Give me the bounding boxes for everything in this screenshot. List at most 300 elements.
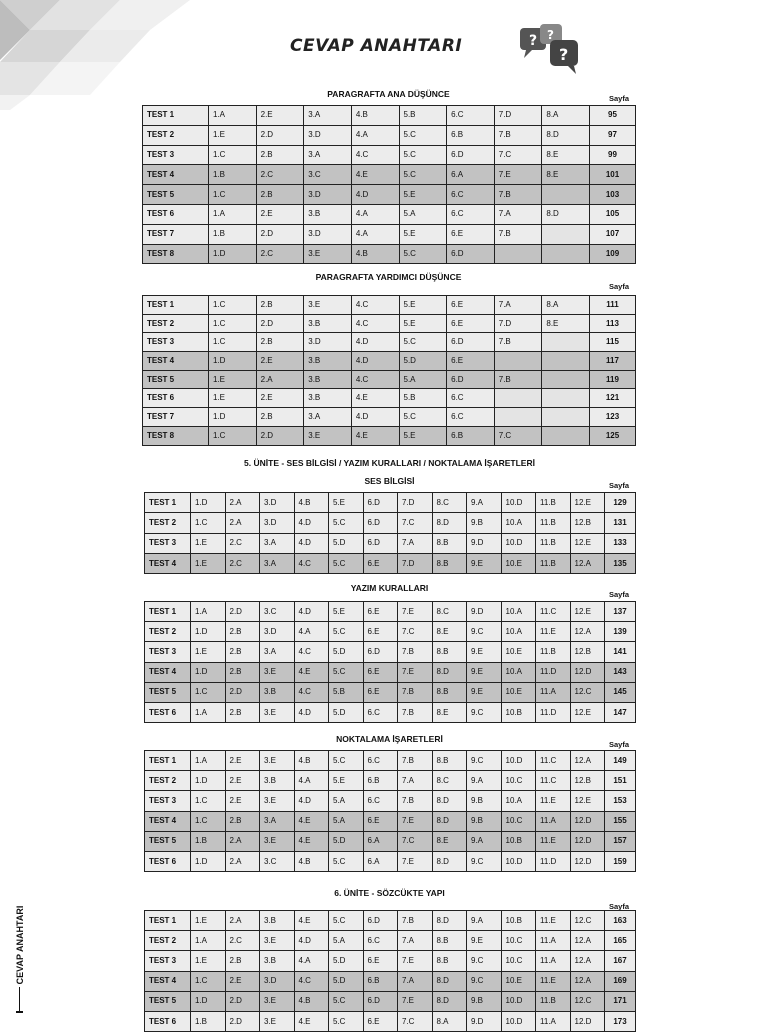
answer-cell: 2.D <box>256 125 304 145</box>
answer-cell: 1.C <box>209 185 257 205</box>
answer-cell: 1.D <box>191 662 226 682</box>
test-label: TEST 6 <box>145 851 191 871</box>
unit-title: 6. ÜNİTE - SÖZCÜKTE YAPI <box>334 888 445 898</box>
table-row <box>145 831 636 851</box>
answer-cell: 4.A <box>351 204 399 224</box>
answer-cell: 5.B <box>399 389 447 408</box>
page-number: 165 <box>605 931 636 951</box>
answer-cell: 3.B <box>260 682 295 702</box>
corner-cube-decoration <box>0 0 190 110</box>
page-number: 105 <box>590 204 636 224</box>
answer-cell: 6.D <box>363 493 398 513</box>
answer-cell <box>542 244 590 264</box>
answer-cell: 12.E <box>570 602 605 622</box>
unit-title: 5. ÜNİTE - SES BİLGİSİ / YAZIM KURALLARI / NOKTALAMA İŞARETLERİ <box>244 458 535 468</box>
answer-cell: 5.C <box>329 911 364 931</box>
answer-cell: 11.C <box>536 602 571 622</box>
answer-cell: 9.C <box>467 971 502 991</box>
svg-text:?: ? <box>559 45 569 64</box>
answer-cell: 10.D <box>501 1011 536 1031</box>
answer-cell: 5.E <box>399 185 447 205</box>
answer-cell: 6.C <box>363 791 398 811</box>
answer-cell: 6.E <box>363 553 398 573</box>
test-label: TEST 2 <box>143 314 209 333</box>
answer-cell: 12.C <box>570 991 605 1011</box>
table-row <box>145 493 636 513</box>
answer-cell: 2.D <box>225 682 260 702</box>
answer-cell: 3.E <box>304 296 352 315</box>
answer-cell: 3.A <box>260 533 295 553</box>
test-label: TEST 8 <box>143 244 209 264</box>
answer-cell: 4.B <box>294 851 329 871</box>
answer-table <box>144 601 636 723</box>
page-number: 121 <box>590 389 636 408</box>
answer-cell: 7.E <box>398 811 433 831</box>
answer-cell: 2.A <box>225 831 260 851</box>
answer-cell: 5.C <box>329 1011 364 1031</box>
answer-cell: 4.C <box>351 370 399 389</box>
answer-cell: 5.C <box>329 622 364 642</box>
page-number: 157 <box>605 831 636 851</box>
answer-cell: 12.E <box>570 791 605 811</box>
answer-cell: 1.C <box>191 513 226 533</box>
answer-cell: 11.D <box>536 662 571 682</box>
answer-cell: 12.C <box>570 682 605 702</box>
test-label: TEST 3 <box>145 642 191 662</box>
answer-cell: 6.E <box>363 682 398 702</box>
answer-cell: 6.E <box>363 622 398 642</box>
page-number: 153 <box>605 791 636 811</box>
answer-cell: 4.E <box>351 165 399 185</box>
answer-cell: 9.C <box>467 702 502 722</box>
answer-cell: 2.A <box>225 911 260 931</box>
answer-cell: 5.A <box>399 204 447 224</box>
answer-cell: 1.E <box>209 389 257 408</box>
answer-table <box>142 105 636 264</box>
answer-cell: 8.B <box>432 533 467 553</box>
answer-cell: 5.D <box>329 533 364 553</box>
answer-cell: 7.E <box>398 991 433 1011</box>
answer-cell: 3.B <box>260 951 295 971</box>
page-number: 169 <box>605 971 636 991</box>
table-row <box>143 224 636 244</box>
answer-cell: 2.E <box>225 771 260 791</box>
answer-cell: 6.D <box>363 642 398 662</box>
answer-cell: 9.B <box>467 791 502 811</box>
table-row <box>145 533 636 553</box>
answer-cell: 3.B <box>304 314 352 333</box>
answer-cell: 4.D <box>351 185 399 205</box>
test-label: TEST 5 <box>143 370 209 389</box>
answer-cell: 2.C <box>225 553 260 573</box>
answer-cell: 3.B <box>304 370 352 389</box>
answer-cell: 4.C <box>294 642 329 662</box>
answer-cell: 5.E <box>329 771 364 791</box>
page-number: 99 <box>590 145 636 165</box>
answer-cell: 5.E <box>399 426 447 445</box>
answer-cell: 9.B <box>467 811 502 831</box>
answer-cell: 9.E <box>467 642 502 662</box>
answer-cell: 1.E <box>209 125 257 145</box>
answer-cell: 2.D <box>256 426 304 445</box>
table-row <box>143 333 636 352</box>
answer-cell: 4.B <box>351 244 399 264</box>
answer-cell: 11.B <box>536 642 571 662</box>
side-marker <box>16 1011 23 1013</box>
answer-cell: 5.C <box>399 408 447 427</box>
answer-cell: 5.D <box>329 831 364 851</box>
page-number: 117 <box>590 352 636 371</box>
test-label: TEST 1 <box>145 493 191 513</box>
answer-cell <box>542 370 590 389</box>
answer-cell: 4.D <box>351 333 399 352</box>
answer-cell: 3.C <box>304 165 352 185</box>
answer-cell: 10.E <box>501 642 536 662</box>
answer-cell: 2.D <box>256 314 304 333</box>
page-number: 171 <box>605 991 636 1011</box>
answer-cell: 2.C <box>225 931 260 951</box>
test-label: TEST 5 <box>145 831 191 851</box>
answer-table <box>142 295 636 446</box>
answer-cell: 11.C <box>536 771 571 791</box>
answer-cell: 12.A <box>570 622 605 642</box>
answer-cell: 2.B <box>256 145 304 165</box>
answer-cell: 11.D <box>536 851 571 871</box>
answer-cell: 4.D <box>294 931 329 951</box>
answer-cell: 5.D <box>329 702 364 722</box>
answer-cell: 4.B <box>351 106 399 126</box>
page-title: CEVAP ANAHTARI <box>290 36 463 56</box>
test-label: TEST 2 <box>145 931 191 951</box>
answer-cell: 9.E <box>467 682 502 702</box>
answer-cell: 4.A <box>294 951 329 971</box>
answer-cell: 10.D <box>501 751 536 771</box>
answer-cell: 4.E <box>294 911 329 931</box>
table-row <box>143 370 636 389</box>
answer-cell: 7.B <box>398 911 433 931</box>
answer-cell: 10.C <box>501 951 536 971</box>
test-label: TEST 1 <box>145 751 191 771</box>
answer-cell: 10.A <box>501 662 536 682</box>
answer-cell: 12.D <box>570 831 605 851</box>
answer-cell: 1.D <box>191 771 226 791</box>
answer-cell: 1.C <box>209 314 257 333</box>
answer-cell: 8.B <box>432 682 467 702</box>
answer-cell: 6.E <box>363 662 398 682</box>
answer-cell: 7.C <box>398 622 433 642</box>
answer-cell: 10.D <box>501 493 536 513</box>
answer-cell: 9.E <box>467 553 502 573</box>
answer-cell: 4.C <box>294 971 329 991</box>
answer-cell: 10.C <box>501 811 536 831</box>
answer-cell: 12.A <box>570 951 605 971</box>
answer-cell: 4.C <box>294 682 329 702</box>
answer-cell: 6.C <box>447 185 495 205</box>
answer-cell: 1.E <box>191 553 226 573</box>
answer-cell: 5.C <box>329 851 364 871</box>
table-row <box>143 426 636 445</box>
answer-cell: 1.C <box>209 426 257 445</box>
answer-cell: 8.D <box>432 791 467 811</box>
answer-cell: 7.C <box>398 513 433 533</box>
answer-cell: 6.D <box>447 370 495 389</box>
table-row <box>145 702 636 722</box>
page-number: 131 <box>605 513 636 533</box>
table-row <box>145 851 636 871</box>
answer-cell: 6.E <box>363 1011 398 1031</box>
answer-cell: 4.D <box>294 533 329 553</box>
answer-cell: 8.D <box>432 911 467 931</box>
answer-cell: 5.E <box>329 493 364 513</box>
answer-cell: 5.A <box>329 791 364 811</box>
answer-cell: 3.A <box>260 553 295 573</box>
answer-cell <box>494 352 542 371</box>
table-row <box>143 244 636 264</box>
answer-cell: 10.E <box>501 682 536 702</box>
answer-cell: 8.B <box>432 553 467 573</box>
section-title: NOKTALAMA İŞARETLERİ <box>336 734 443 744</box>
answer-cell: 4.D <box>294 513 329 533</box>
table-row <box>145 971 636 991</box>
section-title: PARAGRAFTA ANA DÜŞÜNCE <box>327 89 450 99</box>
answer-cell: 1.D <box>191 622 226 642</box>
answer-cell: 9.C <box>467 951 502 971</box>
test-label: TEST 2 <box>145 622 191 642</box>
answer-cell: 1.D <box>191 851 226 871</box>
test-label: TEST 4 <box>145 811 191 831</box>
answer-cell: 5.A <box>329 931 364 951</box>
answer-cell: 11.E <box>536 791 571 811</box>
answer-cell: 2.C <box>256 165 304 185</box>
answer-cell: 2.D <box>225 602 260 622</box>
answer-cell: 7.A <box>398 771 433 791</box>
answer-cell: 11.A <box>536 811 571 831</box>
answer-cell: 1.D <box>209 244 257 264</box>
answer-cell: 11.E <box>536 831 571 851</box>
answer-cell: 4.C <box>351 296 399 315</box>
answer-cell: 1.B <box>191 831 226 851</box>
answer-cell: 10.D <box>501 851 536 871</box>
answer-cell: 4.A <box>351 125 399 145</box>
answer-cell: 4.A <box>294 771 329 791</box>
answer-cell: 3.E <box>260 791 295 811</box>
page-number: 137 <box>605 602 636 622</box>
page-number: 101 <box>590 165 636 185</box>
answer-cell: 6.C <box>363 931 398 951</box>
answer-cell: 4.E <box>294 1011 329 1031</box>
answer-cell: 7.C <box>494 426 542 445</box>
answer-cell: 4.E <box>351 389 399 408</box>
answer-cell: 6.C <box>447 408 495 427</box>
answer-cell <box>542 426 590 445</box>
answer-cell: 12.E <box>570 493 605 513</box>
test-label: TEST 6 <box>143 389 209 408</box>
answer-cell: 3.C <box>260 851 295 871</box>
answer-cell: 8.B <box>432 642 467 662</box>
answer-cell: 6.E <box>363 602 398 622</box>
answer-cell: 3.B <box>260 771 295 791</box>
answer-cell: 7.E <box>398 851 433 871</box>
answer-cell: 2.B <box>256 185 304 205</box>
answer-cell: 10.B <box>501 911 536 931</box>
answer-cell: 4.C <box>294 553 329 573</box>
answer-cell: 7.B <box>494 185 542 205</box>
answer-cell: 10.A <box>501 622 536 642</box>
answer-cell: 4.D <box>294 791 329 811</box>
answer-cell: 5.B <box>399 106 447 126</box>
table-row <box>145 751 636 771</box>
page-number: 109 <box>590 244 636 264</box>
answer-cell: 1.E <box>191 533 226 553</box>
answer-cell: 12.A <box>570 971 605 991</box>
answer-cell: 5.E <box>399 296 447 315</box>
page-number: 155 <box>605 811 636 831</box>
answer-cell: 2.D <box>225 991 260 1011</box>
answer-cell: 12.D <box>570 662 605 682</box>
answer-cell: 6.D <box>447 333 495 352</box>
page-number: 119 <box>590 370 636 389</box>
answer-cell: 3.E <box>260 991 295 1011</box>
answer-cell: 1.E <box>209 370 257 389</box>
answer-cell: 1.D <box>209 352 257 371</box>
table-row <box>145 642 636 662</box>
answer-cell: 7.E <box>398 602 433 622</box>
answer-cell: 6.A <box>447 165 495 185</box>
test-label: TEST 2 <box>145 513 191 533</box>
test-label: TEST 2 <box>143 125 209 145</box>
table-row <box>145 771 636 791</box>
page-number: 123 <box>590 408 636 427</box>
sayfa-label: Sayfa <box>609 94 630 103</box>
answer-cell: 2.E <box>256 389 304 408</box>
answer-cell: 11.E <box>536 622 571 642</box>
sayfa-label: Sayfa <box>609 481 630 490</box>
answer-cell: 1.A <box>191 602 226 622</box>
answer-cell: 3.A <box>260 642 295 662</box>
answer-cell: 12.D <box>570 811 605 831</box>
page-number: 129 <box>605 493 636 513</box>
answer-cell: 4.B <box>294 493 329 513</box>
answer-cell: 3.A <box>304 106 352 126</box>
svg-text:?: ? <box>529 33 538 49</box>
answer-cell: 7.B <box>398 682 433 702</box>
answer-cell: 7.B <box>398 751 433 771</box>
answer-cell: 12.D <box>570 1011 605 1031</box>
answer-cell: 4.B <box>294 751 329 771</box>
answer-cell: 10.B <box>501 702 536 722</box>
answer-cell: 12.D <box>570 851 605 871</box>
answer-cell: 3.D <box>304 125 352 145</box>
answer-cell <box>542 408 590 427</box>
answer-cell: 11.B <box>536 991 571 1011</box>
answer-cell: 4.E <box>294 662 329 682</box>
answer-cell: 2.E <box>256 352 304 371</box>
table-row <box>143 185 636 205</box>
test-label: TEST 5 <box>145 991 191 1011</box>
answer-cell <box>542 352 590 371</box>
answer-cell: 8.C <box>432 771 467 791</box>
test-label: TEST 3 <box>145 791 191 811</box>
test-label: TEST 2 <box>145 771 191 791</box>
table-row <box>143 408 636 427</box>
answer-cell: 6.B <box>447 426 495 445</box>
answer-cell: 5.C <box>329 991 364 1011</box>
answer-cell <box>542 389 590 408</box>
section-title: SES BİLGİSİ <box>364 476 415 486</box>
table-row <box>145 791 636 811</box>
answer-cell: 9.A <box>467 493 502 513</box>
answer-cell: 1.C <box>191 971 226 991</box>
answer-cell: 12.C <box>570 911 605 931</box>
answer-cell: 12.B <box>570 771 605 791</box>
answer-cell: 2.B <box>256 296 304 315</box>
answer-cell: 7.D <box>494 106 542 126</box>
page-number: 163 <box>605 911 636 931</box>
answer-cell: 9.B <box>467 991 502 1011</box>
answer-cell: 3.D <box>304 333 352 352</box>
answer-cell: 8.B <box>432 751 467 771</box>
answer-cell: 4.D <box>294 702 329 722</box>
answer-cell: 5.B <box>329 682 364 702</box>
answer-cell: 8.D <box>542 125 590 145</box>
table-row <box>145 622 636 642</box>
answer-cell: 3.D <box>304 185 352 205</box>
page-number: 173 <box>605 1011 636 1031</box>
answer-cell: 6.E <box>447 314 495 333</box>
answer-cell: 3.A <box>304 145 352 165</box>
answer-cell: 7.A <box>398 931 433 951</box>
table-row <box>145 951 636 971</box>
answer-cell: 2.A <box>256 370 304 389</box>
answer-cell: 7.E <box>494 165 542 185</box>
answer-cell: 10.A <box>501 513 536 533</box>
answer-cell: 8.D <box>432 851 467 871</box>
answer-cell: 5.C <box>399 145 447 165</box>
answer-cell: 7.A <box>398 971 433 991</box>
answer-cell: 10.E <box>501 553 536 573</box>
answer-cell: 6.C <box>447 204 495 224</box>
answer-cell: 3.A <box>260 811 295 831</box>
answer-cell: 3.E <box>260 931 295 951</box>
answer-cell: 10.D <box>501 533 536 553</box>
answer-cell: 8.C <box>432 493 467 513</box>
answer-cell: 7.C <box>398 1011 433 1031</box>
answer-cell: 8.E <box>542 145 590 165</box>
answer-cell: 4.C <box>351 314 399 333</box>
answer-cell: 7.E <box>398 662 433 682</box>
answer-cell: 3.B <box>260 911 295 931</box>
answer-cell: 1.B <box>209 224 257 244</box>
answer-cell: 3.B <box>304 352 352 371</box>
answer-cell: 6.C <box>363 751 398 771</box>
table-row <box>145 811 636 831</box>
answer-cell <box>494 244 542 264</box>
table-row <box>143 145 636 165</box>
answer-cell: 3.D <box>260 622 295 642</box>
answer-cell: 5.C <box>399 165 447 185</box>
answer-cell: 6.D <box>363 533 398 553</box>
answer-cell <box>542 185 590 205</box>
table-row <box>145 602 636 622</box>
side-label-text: CEVAP ANAHTARI <box>15 905 25 985</box>
answer-cell: 8.E <box>432 622 467 642</box>
answer-cell: 10.A <box>501 602 536 622</box>
answer-cell: 4.B <box>294 991 329 1011</box>
answer-cell: 6.E <box>447 224 495 244</box>
answer-cell: 9.A <box>467 771 502 791</box>
answer-cell: 6.D <box>363 911 398 931</box>
answer-cell: 11.B <box>536 533 571 553</box>
